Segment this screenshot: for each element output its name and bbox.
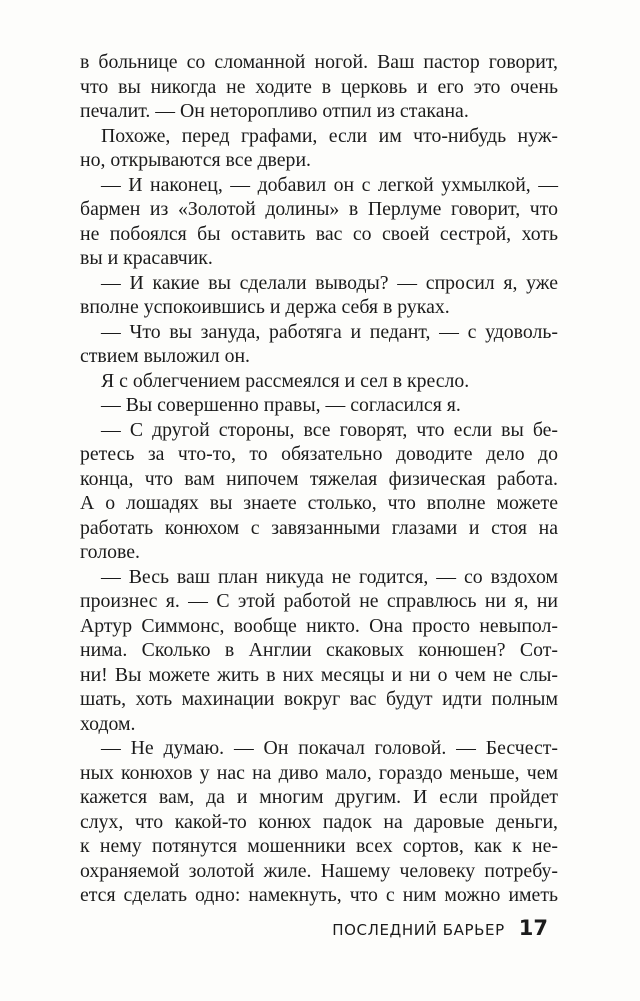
text-line: не побоялся бы оставить вас со своей сестрой, хоть: [80, 222, 558, 245]
text-line: — Что вы зануда, работяга и педант, — с удоволь-: [101, 320, 558, 343]
text-line: нима. Сколько в Англии скаковых конюшен? Сот-: [80, 639, 558, 661]
text-line: работать конюхом с завязанными глазами и стоя на: [80, 516, 558, 539]
text-line: — С другой стороны, все говорят, что если вы бе-: [101, 418, 558, 441]
text-line: — Вы совершенно правы, — согласился я.: [101, 394, 461, 416]
page-number: 17: [518, 916, 548, 940]
text-line: что вы никогда не ходите в церковь и его это очень: [80, 75, 558, 98]
text-line: — И какие вы сделали выводы? — спросил я, уже: [101, 271, 558, 294]
text-line: — Не думаю. — Он покачал головой. — Бесчест-: [101, 737, 558, 759]
text-line: бармен из «Золотой долины» в Перлуме говорит, что: [80, 198, 558, 220]
text-line: — И наконец, — добавил он с легкой ухмылкой, —: [101, 173, 558, 196]
book-title: ПОСЛЕДНИЙ БАРЬЕР: [332, 921, 505, 939]
text-line: произнес я. — С этой работой не справлюсь ни я, ни: [80, 590, 558, 612]
text-line: кажется вам, да и многим другим. И если пройдет: [80, 786, 558, 808]
text-line: охраняемой золотой жиле. Нашему человеку потребу-: [80, 859, 558, 882]
text-line: — Весь ваш план никуда не годится, — со вздохом: [101, 565, 558, 588]
text-line: ретесь за что-то, то обязательно доводите дело до: [80, 443, 558, 465]
text-line: А о лошадях вы знаете столько, что вполне можете: [80, 492, 558, 514]
running-footer: [332, 916, 548, 940]
text-line: ни! Вы можете жить в них месяцы и ни о чем не слы-: [80, 663, 558, 686]
text-line: ствием выложил он.: [80, 345, 250, 367]
text-line: вполне успокоившись и держа себя в руках.: [80, 296, 450, 318]
text-line: Я с облегчением рассмеялся и сел в кресло.: [101, 369, 470, 392]
text-line: ходом.: [80, 712, 136, 735]
body-text: [80, 50, 558, 908]
text-line: вы и красавчик.: [80, 247, 213, 269]
text-line: ных конюхов у нас на диво мало, гораздо меньше, чем: [80, 761, 558, 784]
text-line: шать, хоть махинации вокруг вас будут идти полным: [80, 688, 558, 710]
text-line: Артур Симмонс, вообще никто. Она просто невыпол-: [80, 614, 558, 637]
text-line: конца, что вам нипочем тяжелая физическая работа.: [80, 467, 558, 490]
text-line: но, открываются все двери.: [80, 149, 311, 171]
text-line: голове.: [80, 541, 140, 563]
text-line: печалит. — Он неторопливо отпил из стакана.: [80, 100, 469, 122]
text-line: слух, что какой-то конюх падок на даровые деньги,: [80, 810, 558, 833]
text-line: Похоже, перед графами, если им что-нибудь нуж-: [101, 124, 558, 147]
text-line: ется сделать одно: намекнуть, что с ним можно иметь: [80, 884, 558, 906]
text-line: к нему потянутся мошенники всех сортов, как к не-: [80, 835, 558, 857]
text-line: в больнице со сломанной ногой. Ваш пастор говорит,: [80, 51, 558, 73]
